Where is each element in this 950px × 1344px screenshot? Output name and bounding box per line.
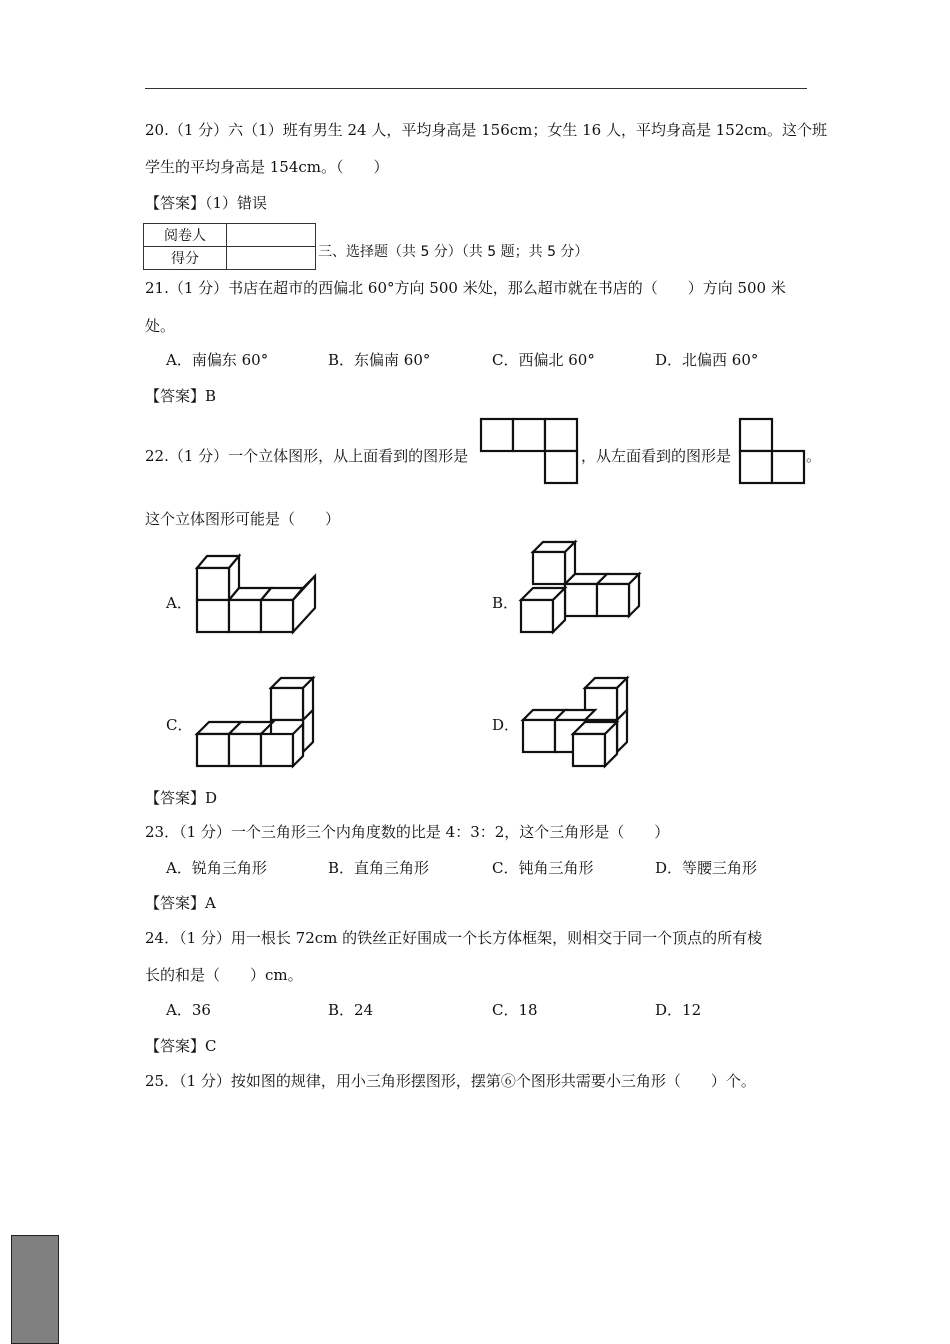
reviewer-label: 阅卷人 [144,224,227,247]
q20-text-line2: 学生的平均身高是 154cm。（ ） [145,158,389,176]
q22-text-part3: 。 [806,447,822,465]
q23-text-line1: 23．（1 分）一个三角形三个内角度数的比是 4：3：2，这个三角形是（ ） [145,823,670,841]
q22-option-c-label: C． [166,716,193,734]
q22-answer: 【答案】D [145,789,218,807]
reviewer-cell [227,224,316,247]
q24-option-b: B．24 [328,1001,374,1019]
q21-text-line1: 21.（1 分）书店在超市的西偏北 60°方向 500 米处，那么超市就在书店的（ ）方向 500 米 [145,279,786,297]
q23-option-b: B．直角三角形 [328,859,430,877]
q24-text-line1: 24．（1 分）用一根长 72cm 的铁丝正好围成一个长方体框架，则相交于同一个顶点的所有棱 [145,929,763,947]
header-rule [145,88,807,89]
q21-answer: 【答案】B [145,387,217,405]
q22-text-part1: 22.（1 分）一个立体图形，从上面看到的图形是 [145,447,469,465]
q22-option-a-label: A． [166,594,192,612]
q23-answer: 【答案】A [145,894,216,912]
q22-option-b-label: B． [492,594,519,612]
q22-text-line2: 这个立体图形可能是（ ） [145,510,341,528]
q25-text-line1: 25．（1 分）按如图的规律，用小三角形摆图形，摆第⑥个图形共需要小三角形（ ）个。 [145,1072,756,1090]
top-view-figure [480,418,580,484]
q21-option-a: A．南偏东 60° [166,351,269,369]
q21-option-c: C．西偏北 60° [492,351,595,369]
q24-text-line2: 长的和是（ ）cm。 [145,966,303,984]
q21-text-line2: 处。 [145,317,176,335]
q22-option-d-label: D． [492,716,520,734]
left-view-figure [739,418,807,484]
q22-text-part2: ，从左面看到的图形是 [581,447,732,465]
q23-option-d: D．等腰三角形 [655,859,758,877]
q24-option-c: C．18 [492,1001,538,1019]
q23-option-a: A．锐角三角形 [166,859,267,877]
q22-option-d-figure [519,674,635,770]
q22-option-a-figure [193,552,319,634]
q21-option-b: B．东偏南 60° [328,351,431,369]
side-gray-bar [11,1235,59,1344]
q22-option-c-figure [193,674,319,770]
score-cell [227,247,316,270]
q24-option-a: A．36 [166,1001,211,1019]
section-title: 三、选择题（共 5 分）（共 5 题；共 5 分） [318,244,589,260]
q22-option-b-figure [519,538,645,634]
score-table [143,223,316,270]
q24-option-d: D．12 [655,1001,702,1019]
score-label: 得分 [144,247,227,270]
q23-option-c: C．钝角三角形 [492,859,594,877]
q20-answer: 【答案】（1）错误 [145,194,268,212]
q20-text-line1: 20.（1 分）六（1）班有男生 24 人，平均身高是 156cm；女生 16 人，平均身高是 152cm。这个班 [145,121,828,139]
q24-answer: 【答案】C [145,1037,217,1055]
q21-option-d: D．北偏西 60° [655,351,759,369]
